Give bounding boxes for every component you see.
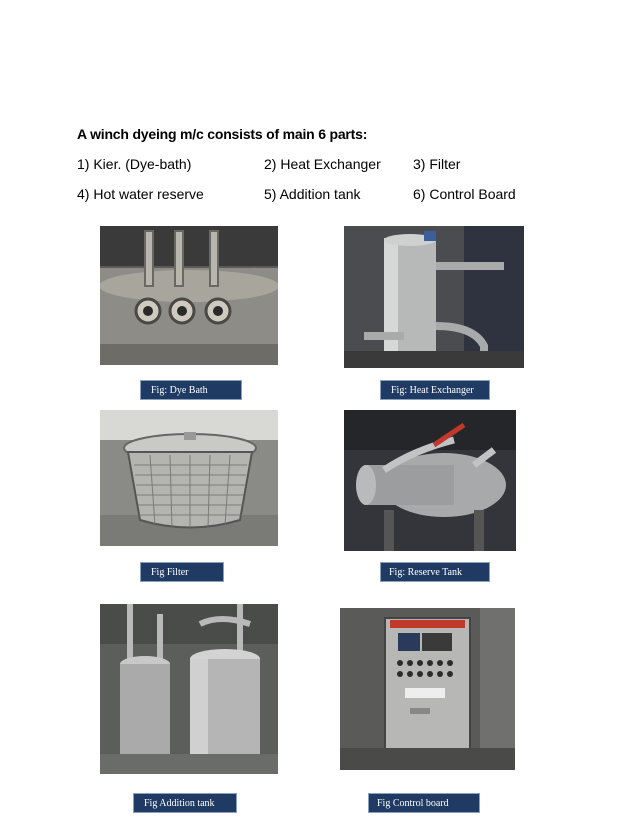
caption-control-board — [368, 793, 480, 813]
caption-addition-tank-text: Fig Addition tank — [144, 798, 215, 809]
part-1: 1) Kier. (Dye-bath) — [77, 156, 192, 172]
caption-reserve-tank — [380, 562, 490, 582]
caption-filter-text: Fig Filter — [151, 567, 189, 578]
heat-exchanger-photo — [344, 226, 524, 368]
part-2: 2) Heat Exchanger — [264, 156, 381, 172]
part-3: 3) Filter — [413, 156, 461, 172]
reserve-tank-photo — [344, 410, 516, 551]
caption-addition-tank — [133, 793, 237, 813]
caption-reserve-tank-text: Fig: Reserve Tank — [389, 567, 462, 578]
caption-dye-bath-text: Fig: Dye Bath — [151, 385, 208, 396]
part-4: 4) Hot water reserve — [77, 186, 204, 202]
caption-dye-bath — [140, 380, 242, 400]
part-6: 6) Control Board — [413, 186, 516, 202]
heading: A winch dyeing m/c consists of main 6 parts: — [77, 126, 368, 142]
caption-filter — [140, 562, 224, 582]
caption-heat-exchanger-text: Fig: Heat Exchanger — [391, 385, 474, 396]
control-board-photo — [340, 608, 515, 770]
part-5: 5) Addition tank — [264, 186, 361, 202]
caption-heat-exchanger — [380, 380, 490, 400]
filter-photo — [100, 410, 278, 546]
addition-tank-photo — [100, 604, 278, 774]
dye-bath-photo — [100, 226, 278, 365]
caption-control-board-text: Fig Control board — [377, 798, 449, 809]
